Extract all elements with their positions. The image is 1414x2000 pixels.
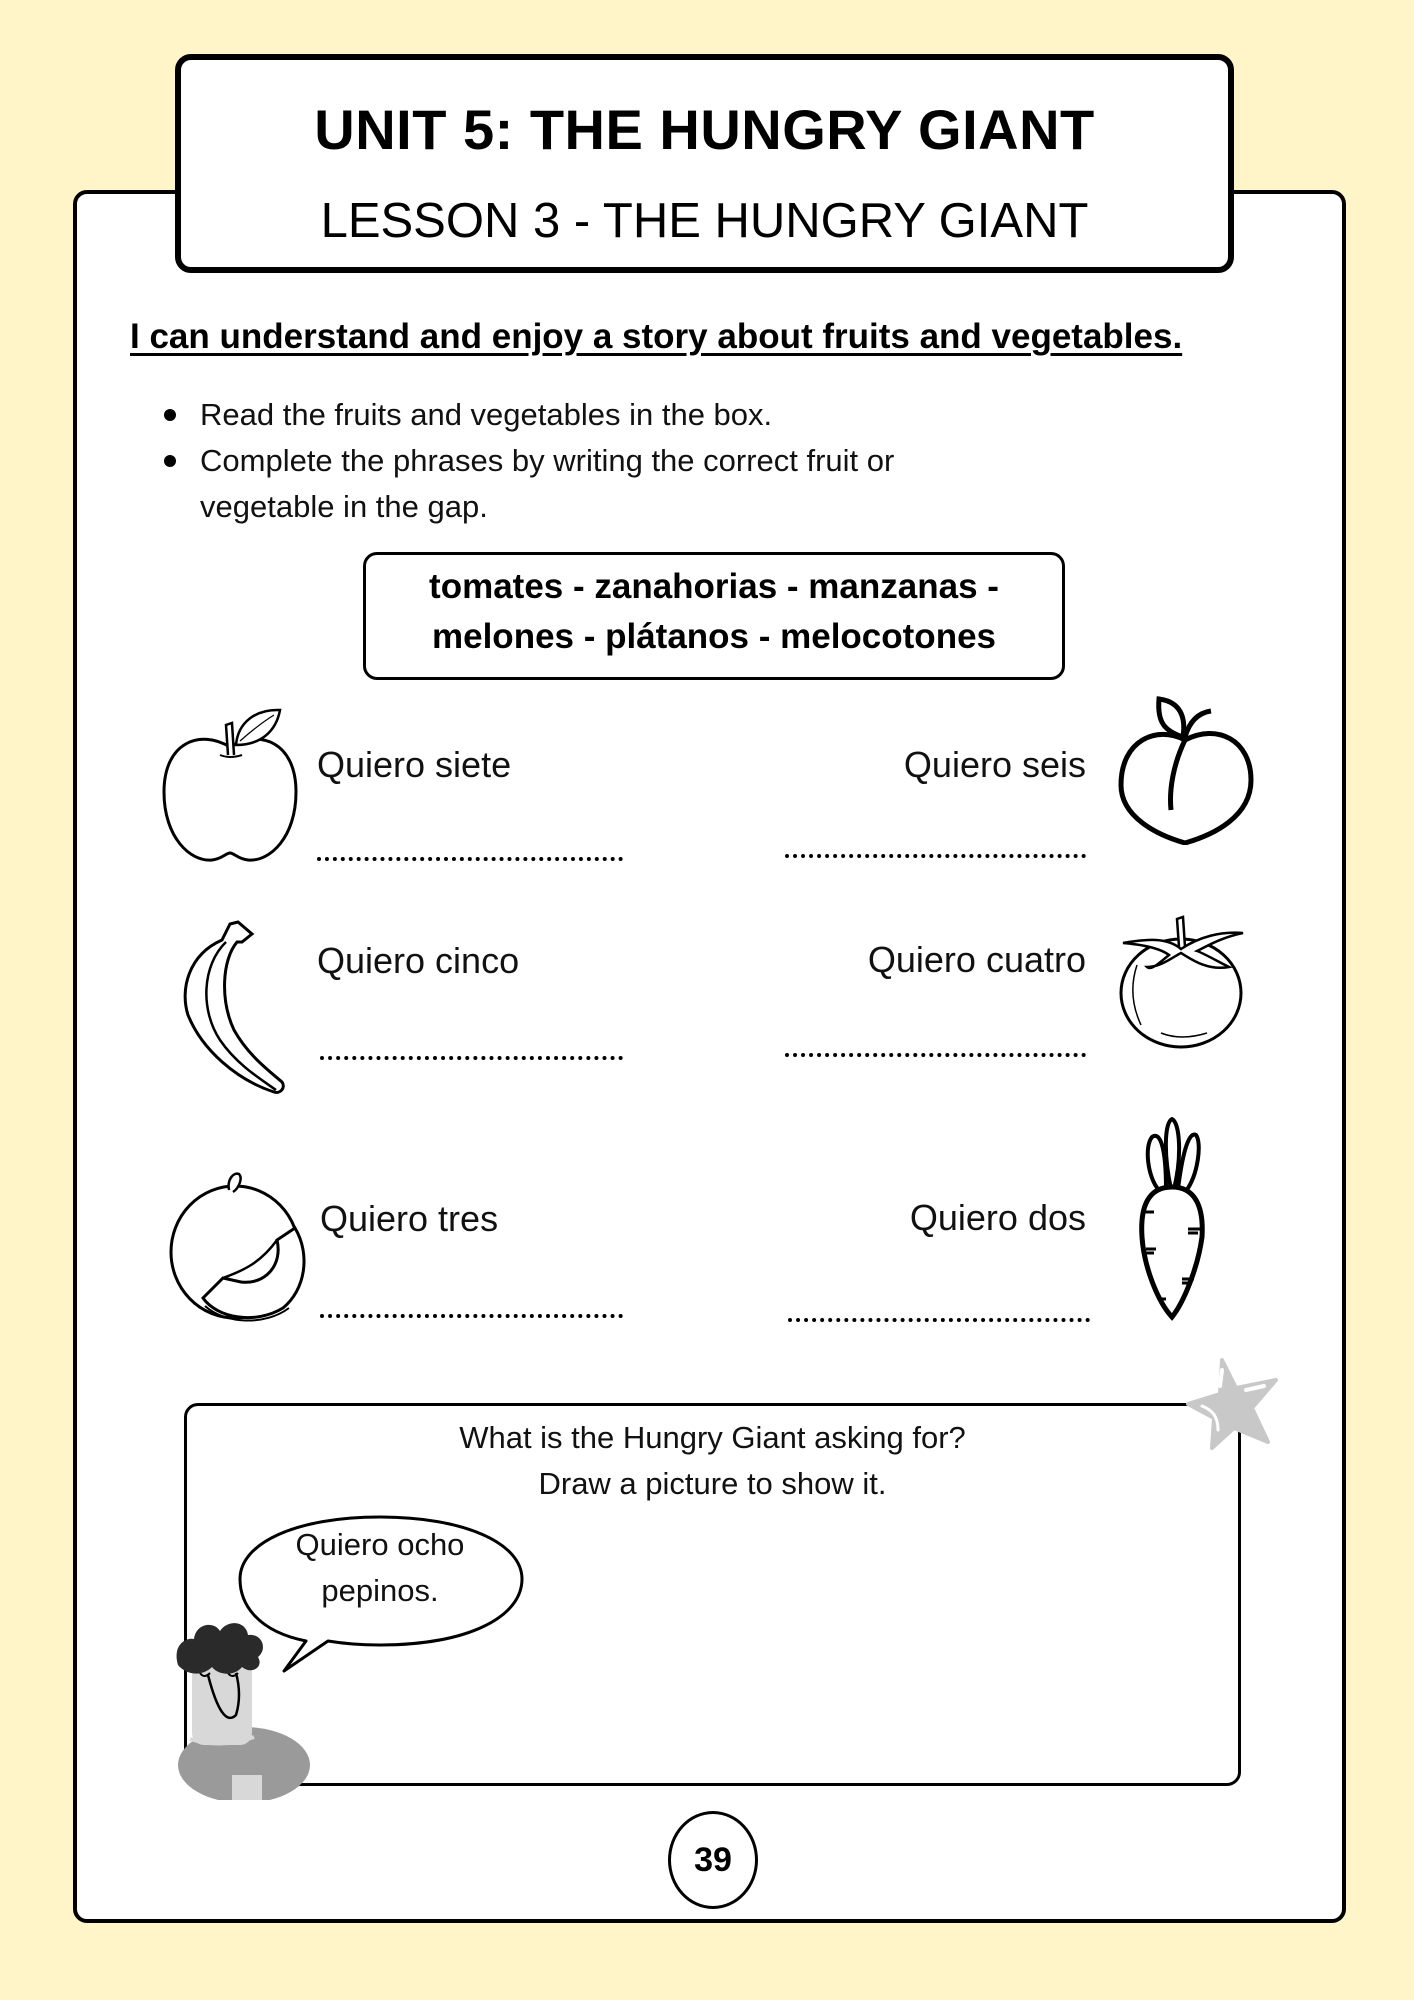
melon-icon [165, 1170, 311, 1325]
answer-blank-5[interactable] [320, 1314, 623, 1318]
exercise-phrase-1: Quiero siete [317, 744, 512, 785]
unit-title: UNIT 5: THE HUNGRY GIANT [314, 98, 1095, 161]
exercise-phrase-5: Quiero tres [320, 1198, 499, 1239]
apple-icon [160, 707, 300, 865]
answer-blank-2[interactable] [785, 854, 1086, 858]
peach-icon [1117, 695, 1255, 845]
exercise-phrase-3: Quiero cinco [317, 940, 520, 981]
drawing-prompt-line-2: Draw a picture to show it. [538, 1466, 887, 1501]
speech-line-2: pepinos. [321, 1573, 439, 1608]
carrot-icon [1138, 1117, 1208, 1321]
answer-blank-4[interactable] [785, 1053, 1086, 1057]
instruction-item: Complete the phrases by writing the correct fruit or vegetable in the gap. [160, 438, 1260, 530]
answer-blank-1[interactable] [317, 857, 623, 861]
exercise-phrase-2: Quiero seis [903, 744, 1086, 785]
word-bank-line-1: tomates - zanahorias - manzanas - [429, 567, 999, 606]
answer-blank-6[interactable] [788, 1318, 1090, 1322]
bullet-icon [164, 455, 176, 467]
exercise-phrase-4: Quiero cuatro [867, 939, 1086, 980]
speech-line-1: Quiero ocho [295, 1527, 465, 1562]
bullet-icon [164, 409, 176, 421]
learning-objective: I can understand and enjoy a story about fruits and vegetables. [130, 317, 1183, 356]
banana-icon [182, 920, 286, 1095]
instruction-item: Read the fruits and vegetables in the box. [160, 392, 1260, 438]
instructions-list [160, 392, 1260, 530]
hungry-giant-icon [172, 1615, 322, 1800]
lesson-title: LESSON 3 - THE HUNGRY GIANT [320, 194, 1089, 248]
answer-blank-3[interactable] [320, 1056, 623, 1060]
page-number: 39 [668, 1811, 758, 1909]
tomato-icon [1117, 915, 1247, 1050]
exercise-phrase-6: Quiero dos [909, 1197, 1086, 1238]
drawing-prompt-line-1: What is the Hungry Giant asking for? [459, 1420, 966, 1455]
word-bank-line-2: melones - plátanos - melocotones [432, 617, 996, 656]
